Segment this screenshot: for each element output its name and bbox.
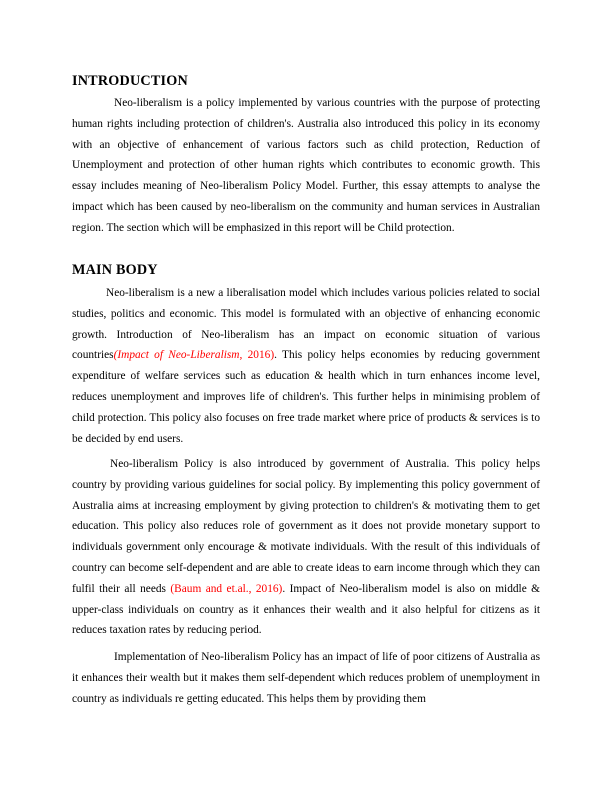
introduction-heading: INTRODUCTION <box>72 73 188 89</box>
citation-impact-of-neo-liberalism <box>114 349 275 361</box>
citation-year: 2016) <box>242 349 275 362</box>
main-body-heading: MAIN BODY <box>72 262 158 278</box>
main-body-paragraph-1 <box>72 283 540 449</box>
introduction-paragraph: Neo-liberalism is a policy implemented by various countries with the purpose of protecting human rights including protection of children's. Australia also introduced this policy in its economy with an objective of enhancement of various factors such as child protection, Reduction of Unemployment and protection of other human rights which contributes to economic growth. This essay includes meaning of Neo-liberalism Policy Model. Further, this essay attempts to analyse the impact which has been caused by neo-liberalism on the community and human services in Australian region. The section which will be emphasized in this report will be Child protection. <box>72 97 540 234</box>
citation-title: (Impact of Neo-Liberalism, <box>113 349 243 362</box>
paragraph-text: . This policy helps economies by reducing government expenditure of welfare services such as education & health which in turn enhances income level, reduces unemployment and improves life of children's. This further helps in minimising problem of child protection. This policy also focuses on free trade market where price of products & services is to be decided by end users. <box>72 349 540 445</box>
main-body-paragraph-2 <box>72 454 540 641</box>
paragraph-text: . Impact of Neo-liberalism model is also on middle & upper-class individuals on country as it enhances their wealth and it also helpful for citizens as it reduces taxation rates by reducing period. <box>72 582 541 637</box>
main-body-paragraph-3: Implementation of Neo-liberalism Policy has an impact of life of poor citizens of Australia as it enhances their wealth but it makes them self-dependent which reduces problem of unemployment in country as individuals re getting educated. This helps them by providing them <box>72 651 540 705</box>
paragraph-text: Neo-liberalism Policy is also introduced by government of Australia. This policy helps country by providing various guidelines for social policy. By implementing this policy government of Australia aims at increasing employment by giving protection to children's & motivating them to get education. This policy also reduces role of government as it does not provide monetary support to individuals government only encourage & motivate individuals. With the result of this individuals of country can become self-dependent and are able to create ideas to earn income through which they can fulfil their all needs <box>72 458 540 595</box>
paragraph-text: Neo-liberalism is a new a liberalisation model which includes various policies related to social studies, politics and economic. This model is formulated with an objective of enhancing economic growth. Introduction of Neo-liberalism has an impact on economic situation of various countries <box>72 287 540 362</box>
citation-baum: (Baum and et.al., 2016) <box>170 582 283 595</box>
